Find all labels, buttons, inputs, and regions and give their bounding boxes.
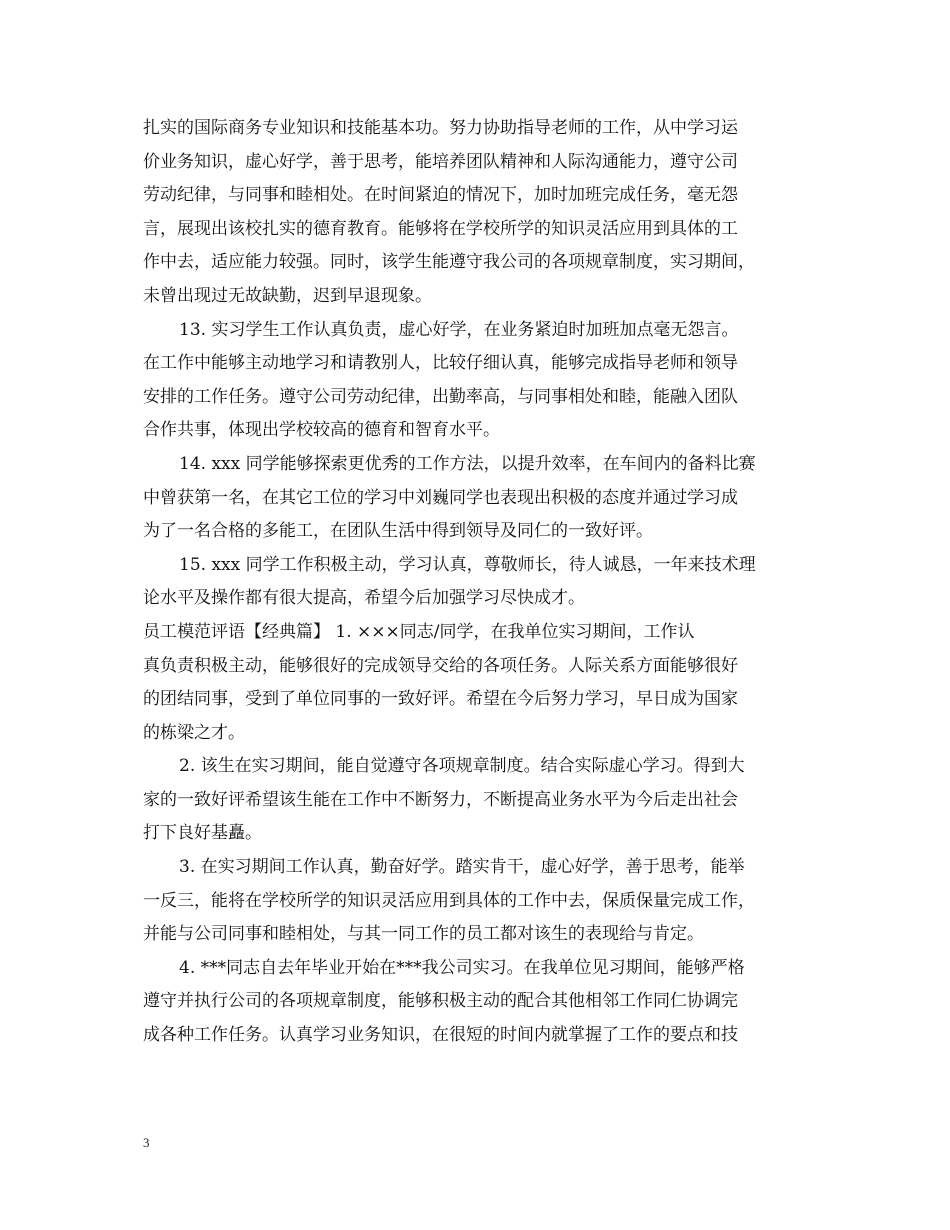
text-line: 安排的工作任务。遵守公司劳动纪律，出勤率高，与同事相处和睦，能融入团队 [143,386,738,407]
document-body [143,112,815,1053]
text-line: 打下良好基矗。 [143,823,262,844]
text-line: 作中去，适应能力较强。同时，该学生能遵守我公司的各项规章制度，实习期间， [143,252,755,273]
text-line: 言，展现出该校扎实的德育教育。能够将在学校所学的知识灵活应用到具体的工 [143,218,738,239]
text-line: 15. xxx 同学工作积极主动，学习认真，尊敬师长，待人诚恳，一年来技术理 [179,554,756,575]
text-line: 成各种工作任务。认真学习业务知识，在很短的时间内就掌握了工作的要点和技 [143,1025,738,1046]
text-line: 的栋梁之才。 [143,722,245,743]
text-line: 未曾出现过无故缺勤，迟到早退现象。 [143,285,432,306]
text-line: 劳动纪律，与同事和睦相处。在时间紧迫的情况下，加时加班完成任务，毫无怨 [143,185,738,206]
text-line: 论水平及操作都有很大提高，希望今后加强学习尽快成才。 [143,588,585,609]
text-line: 员工模范评语【经典篇】 1. ×××同志/同学，在我单位实习期间，工作认 [143,621,695,642]
text-line: 为了一名合格的多能工，在团队生活中得到领导及同仁的一致好评。 [143,521,653,542]
text-line: 3. 在实习期间工作认真，勤奋好学。踏实肯干，虚心好学，善于思考，能举 [179,857,745,878]
text-line: 家的一致好评希望该生能在工作中不断努力，不断提高业务水平为今后走出社会 [143,789,738,810]
text-line: 14. xxx 同学能够探索更优秀的工作方法，以提升效率，在车间内的备料比赛 [179,453,756,474]
text-line: 中曾获第一名，在其它工位的学习中刘巍同学也表现出积极的态度并通过学习成 [143,487,738,508]
text-line: 的团结同事，受到了单位同事的一致好评。希望在今后努力学习，早日成为国家 [143,689,738,710]
text-line: 4. ***同志自去年毕业开始在***我公司实习。在我单位见习期间，能够严格 [179,957,745,978]
text-line: 合作共事，体现出学校较高的德育和智育水平。 [143,420,500,441]
text-line: 一反三，能将在学校所学的知识灵活应用到具体的工作中去，保质保量完成工作， [143,890,755,911]
text-line: 遵守并执行公司的各项规章制度，能够积极主动的配合其他相邻工作同仁协调完 [143,991,738,1012]
text-line: 并能与公司同事和睦相处，与其一同工作的员工都对该生的表现给与肯定。 [143,924,704,945]
text-line: 真负责积极主动，能够很好的完成领导交给的各项任务。人际关系方面能够很好 [143,655,738,676]
text-line: 价业务知识，虚心好学，善于思考，能培养团队精神和人际沟通能力，遵守公司 [143,151,738,172]
text-line: 13. 实习学生工作认真负责，虚心好学，在业务紧迫时加班加点毫无怨言。 [179,319,739,340]
page-number: 3 [143,1135,150,1150]
text-line: 在工作中能够主动地学习和请教别人，比较仔细认真，能够完成指导老师和领导 [143,353,738,374]
text-line: 扎实的国际商务专业知识和技能基本功。努力协助指导老师的工作，从中学习运 [143,118,738,138]
text-line: 2. 该生在实习期间，能自觉遵守各项规章制度。结合实际虚心学习。得到大 [179,756,745,777]
